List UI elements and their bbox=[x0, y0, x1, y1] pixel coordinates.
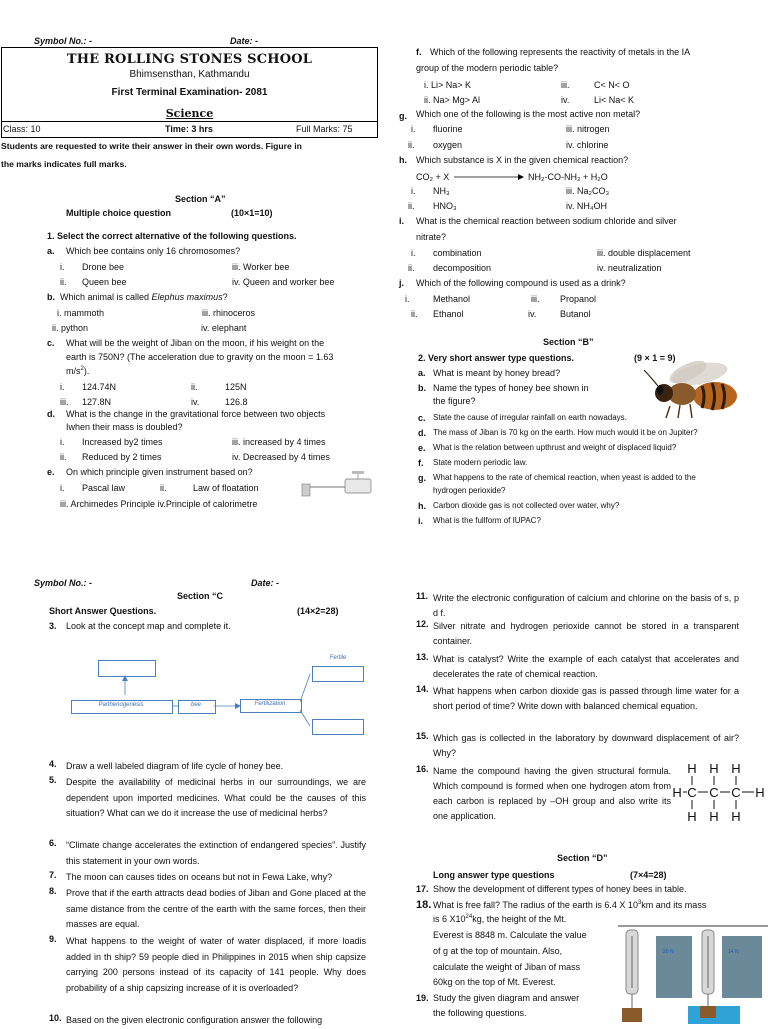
question-text: is 6 $X10^{24}kg$, the height of the Mt. bbox=[433, 914, 567, 924]
question-text: Draw a well labeled diagram of life cycle of honey bee. bbox=[66, 761, 284, 771]
option: ii. Na> Mg> Al bbox=[424, 95, 481, 105]
question-text: What is meant by honey bread? bbox=[433, 368, 561, 378]
reaction-reactants: CO₂ + X bbox=[416, 172, 450, 182]
question-label: b. bbox=[47, 292, 55, 302]
question-num: 4. bbox=[49, 759, 57, 769]
instruction-line: the marks indicates full marks. bbox=[1, 159, 127, 169]
option-num: i. bbox=[411, 186, 416, 196]
question-text: What happens when carbon dioxide gas is passed through lime water for a short period of time? Write down with balanced chemical equation. bbox=[433, 686, 739, 711]
subject-name: Science bbox=[165, 107, 214, 120]
question-text: hydrogen perioxide? bbox=[433, 486, 506, 495]
option: Increased by2 times bbox=[82, 437, 163, 447]
atom-h: H bbox=[687, 809, 697, 824]
option: combination bbox=[433, 248, 482, 258]
question-label: d. bbox=[47, 409, 55, 419]
question-label: f. bbox=[416, 47, 422, 57]
question-text: the following questions. bbox=[433, 1008, 527, 1018]
option: iii. increased by 4 times bbox=[232, 437, 326, 447]
question-label: c. bbox=[47, 338, 55, 348]
option: Butanol bbox=[560, 309, 591, 319]
section-d-marks: (7×4=28) bbox=[630, 870, 667, 880]
instruction-line: Students are requested to write their answer in their own words. Figure in bbox=[1, 141, 302, 151]
question-label: h. bbox=[399, 155, 407, 165]
option-num: i. bbox=[405, 294, 410, 304]
atom-c: C bbox=[687, 785, 697, 800]
option-num: i. bbox=[60, 262, 65, 272]
question-num: 11. bbox=[416, 591, 429, 601]
question-label: g. bbox=[399, 111, 407, 121]
section-d-title: Section “D” bbox=[557, 853, 608, 863]
balance-instrument-figure bbox=[300, 470, 380, 500]
option-num: ii. bbox=[60, 452, 67, 462]
symbol-no-label: Symbol No.: - bbox=[34, 578, 92, 588]
question-label: h. bbox=[418, 501, 426, 511]
reaction-arrow-icon bbox=[454, 173, 524, 181]
option: iii. rhinoceros bbox=[202, 308, 256, 318]
option-num: ii. bbox=[408, 263, 415, 273]
class-label: Class: 10 bbox=[3, 124, 41, 134]
section-b-marks: (9 × 1 = 9) bbox=[634, 353, 676, 363]
question-text: Which animal is called Elephus maximus? bbox=[60, 292, 228, 302]
question-text: The mass of Jiban is 70 kg on the earth. How much would it be on Jupiter? bbox=[433, 428, 698, 437]
time-label: Time: 3 hrs bbox=[165, 124, 213, 134]
question-label: e. bbox=[47, 467, 55, 477]
option: Queen bee bbox=[82, 277, 127, 287]
option-num: iv. bbox=[561, 95, 570, 105]
atom-h: H bbox=[755, 785, 765, 800]
section-a-marks: (10×1=10) bbox=[231, 208, 273, 218]
question-text: Iwhen their mass is doubled? bbox=[66, 422, 183, 432]
concept-map-label: bee bbox=[190, 702, 201, 708]
question-text: Based on the given electronic configuration answer the following bbox=[66, 1015, 323, 1025]
option: iii. nitrogen bbox=[566, 124, 610, 134]
option: iii. Worker bee bbox=[232, 262, 290, 272]
question-label: i. bbox=[399, 216, 405, 226]
q1-instruction: 1. Select the correct alternative of the following questions. bbox=[47, 231, 297, 241]
question-label: f. bbox=[418, 458, 424, 468]
option: Law of floatation bbox=[193, 483, 259, 493]
date-label: Date: - bbox=[251, 578, 280, 588]
question-text: Prove that if the earth attracts dead bodies of Jiban and Gone placed at the same distance from the centre of the earth with the same forces, then their masses are equal. bbox=[66, 888, 366, 930]
atom-h: H bbox=[672, 785, 682, 800]
option-num: ii. bbox=[191, 382, 198, 392]
question-text: State the cause of irregular rainfall on earth nowadays. bbox=[433, 413, 627, 422]
exam-name: First Terminal Examination- 2081 bbox=[111, 87, 268, 98]
option: iii. Archimedes Principle iv.Principle of calorimetre bbox=[60, 499, 258, 509]
atom-c: C bbox=[709, 785, 719, 800]
question-text: Which one of the following is the most active non metal? bbox=[416, 109, 641, 119]
option-num: iv. bbox=[191, 397, 200, 407]
atom-h: H bbox=[731, 809, 741, 824]
question-label: c. bbox=[418, 413, 426, 423]
question-num: 3. bbox=[49, 621, 57, 631]
question-label: j. bbox=[399, 278, 405, 288]
symbol-no-label: Symbol No.: - bbox=[34, 36, 92, 46]
question-num: 5. bbox=[49, 775, 57, 785]
atom-h: H bbox=[687, 761, 697, 776]
option: fluorine bbox=[433, 124, 463, 134]
option: Reduced by 2 times bbox=[82, 452, 162, 462]
section-c-title: Section “C bbox=[177, 591, 224, 601]
question-text: of g at the top of mountain. Also, bbox=[433, 946, 563, 956]
option: Li< Na< K bbox=[594, 95, 635, 105]
question-text: State modern periodic law. bbox=[433, 458, 528, 467]
question-text: Silver nitrate and hydrogen perioxide cannot be stored in a transparent container. bbox=[433, 621, 739, 646]
question-text: the figure? bbox=[433, 396, 476, 406]
question-text: Which gas is collected in the laboratory by downward displacement of air? Why? bbox=[433, 733, 739, 758]
question-label: d. bbox=[418, 428, 426, 438]
question-num: 15. bbox=[416, 731, 429, 741]
option-num: ii. bbox=[411, 309, 418, 319]
option: 125N bbox=[225, 382, 247, 392]
option: C< N< O bbox=[594, 80, 630, 90]
option: iv. NH₄OH bbox=[566, 201, 608, 211]
option: Pascal law bbox=[82, 483, 126, 493]
question-num: 14. bbox=[416, 684, 429, 694]
question-label: b. bbox=[418, 383, 426, 393]
section-c-heading: Short Answer Questions. bbox=[49, 606, 157, 616]
question-num: 13. bbox=[416, 652, 429, 662]
question-text: Which of the following compound is used as a drink? bbox=[416, 278, 626, 288]
figure-label-20n: 20 N bbox=[663, 949, 674, 955]
question-label: i. bbox=[418, 516, 424, 526]
atom-h: H bbox=[709, 809, 719, 824]
question-text: Everest is 8848 m. Calculate the value bbox=[433, 930, 587, 940]
atom-c: C bbox=[731, 785, 741, 800]
question-text: Carbon dioxide gas is not collected over water, why? bbox=[433, 501, 620, 510]
section-a-title: Section “A” bbox=[175, 194, 226, 204]
concept-map-label: Fertilization bbox=[254, 701, 286, 707]
question-label: a. bbox=[418, 368, 426, 378]
atom-h: H bbox=[731, 761, 741, 776]
concept-map-fertile: Fertile bbox=[329, 655, 347, 661]
question-text: Write the electronic configuration of calcium and chlorine on the basis of s, p d f. bbox=[433, 593, 739, 618]
question-text: What happens to the rate of chemical reaction, when yeast is added to the bbox=[433, 473, 696, 482]
option: iv. elephant bbox=[201, 323, 247, 333]
option-num: ii. bbox=[408, 140, 415, 150]
reaction-products: NH₂-CO-NH₂ + H₂O bbox=[528, 172, 608, 182]
section-d-heading: Long answer type questions bbox=[433, 870, 555, 880]
question-text: On which principle given instrument based on? bbox=[66, 467, 253, 477]
concept-map-blank-box[interactable] bbox=[312, 719, 364, 735]
option: HNO₃ bbox=[433, 201, 457, 211]
question-label: g. bbox=[418, 473, 426, 483]
question-text: Name the types of honey bee shown in bbox=[433, 383, 589, 393]
question-text: The moon can causes tides on oceans but not in Fewa Lake, why? bbox=[66, 872, 333, 882]
section-b-title: Section “B” bbox=[543, 337, 594, 347]
honey-bee-image bbox=[640, 360, 745, 422]
question-num: 6. bbox=[49, 838, 57, 848]
option-num: iii. bbox=[60, 397, 69, 407]
question-text: What is the chemical reaction between sodium chloride and silver bbox=[416, 216, 677, 226]
question-label: a. bbox=[47, 246, 55, 256]
question-text: What happens to the weight of water of water displaced, if more loadis added in th ship? 59 people died in Philippines in 2015 when ship capsize carrying 200 persons instead of its capacity of 141 people. Why does probability of a ship capsizing increase of it is overloaded? bbox=[66, 936, 366, 993]
option-num: iii. bbox=[561, 80, 570, 90]
question-text: Despite the availability of medicinal herbs in our surroundings, we are dependent upon imported medicines. What could be the causes of this situation? What can we do it increase the use of medicinal herbs? bbox=[66, 777, 366, 819]
propane-structural-formula bbox=[672, 760, 768, 824]
section-a-subtitle: Multiple choice question bbox=[66, 208, 172, 218]
option: i. mammoth bbox=[57, 308, 105, 318]
question-text: What is the relation between upthrust and weight of displaced liquid? bbox=[433, 443, 677, 452]
question-text: $m/s^2$). bbox=[66, 366, 90, 376]
spring-balance-figure bbox=[618, 922, 768, 1024]
question-text: What is catalyst? Write the example of each catalyst that accelerates and decelerates the rate of chemical reaction. bbox=[433, 654, 739, 679]
option: oxygen bbox=[433, 140, 463, 150]
question-num: 12. bbox=[416, 619, 429, 629]
question-text: What is the fullform of IUPAC? bbox=[433, 516, 541, 525]
question-text: nitrate? bbox=[416, 232, 447, 242]
option-num: i. bbox=[411, 124, 416, 134]
option-num: i. bbox=[60, 382, 65, 392]
question-text: What is free fall? The radius of the earth is 6.4 X $10^3km$ and its mass bbox=[433, 900, 707, 910]
question-label: e. bbox=[418, 443, 426, 453]
concept-map-blank-box[interactable] bbox=[312, 666, 364, 682]
section-b-heading: 2. Very short answer type questions. bbox=[418, 353, 575, 363]
question-text: Study the given diagram and answer bbox=[433, 993, 580, 1003]
question-text: calculate the weight of Jiban of mass bbox=[433, 962, 581, 972]
question-num: 8. bbox=[49, 886, 57, 896]
option-num: iii. bbox=[531, 294, 540, 304]
question-text: group of the modern periodic table? bbox=[416, 63, 559, 73]
option: iii. Na₂CO₃ bbox=[566, 186, 610, 196]
option: Methanol bbox=[433, 294, 471, 304]
atom-h: H bbox=[709, 761, 719, 776]
option: ii. python bbox=[52, 323, 89, 333]
option: Ethanol bbox=[433, 309, 464, 319]
option: iv. neutralization bbox=[597, 263, 662, 273]
question-num: 9. bbox=[49, 934, 57, 944]
option: Propanol bbox=[560, 294, 597, 304]
question-text: Show the development of different types of honey bees in table. bbox=[433, 884, 687, 894]
option: 127.8N bbox=[82, 397, 112, 407]
header-divider bbox=[1, 121, 378, 122]
question-num: 17. bbox=[416, 884, 429, 894]
option: iii. double displacement bbox=[597, 248, 691, 258]
option: iv. Decreased by 4 times bbox=[232, 452, 330, 462]
option-num: ii. bbox=[60, 277, 67, 287]
concept-map-blank-box[interactable] bbox=[98, 660, 156, 677]
question-num: 10. bbox=[49, 1013, 62, 1023]
school-name: THE ROLLING STONES SCHOOL bbox=[66, 52, 313, 67]
question-text: 60kg on the top of Mt. Everest. bbox=[433, 977, 556, 987]
option-num: i. bbox=[411, 248, 416, 258]
option-num: iv. bbox=[528, 309, 537, 319]
option: 126.8 bbox=[225, 397, 248, 407]
option: i. Li> Na> K bbox=[424, 80, 472, 90]
question-text: Which substance is X in the given chemical reaction? bbox=[416, 155, 629, 165]
question-text: “Climate change accelerates the extinction of endangered species”. Justify this statement in your own words. bbox=[66, 840, 366, 866]
option: iv. chlorine bbox=[566, 140, 609, 150]
option: iv. Queen and worker bee bbox=[232, 277, 335, 287]
option-num: ii. bbox=[160, 483, 167, 493]
question-text: Which bee contains only 16 chromosomes? bbox=[66, 246, 241, 256]
question-text: What is the change in the gravitational force between two objects bbox=[66, 409, 326, 419]
question-text: Name the compound having the given structural formula. Which compound is formed when one hydrogen atom from each carbon is replaced by –OH group and also write its one application. bbox=[433, 766, 671, 821]
option-num: i. bbox=[60, 483, 65, 493]
question-num: 18. bbox=[416, 899, 432, 911]
question-num: 7. bbox=[49, 870, 57, 880]
question-num: 19. bbox=[416, 993, 429, 1003]
question-text: Look at the concept map and complete it. bbox=[66, 621, 231, 631]
date-label: Date: - bbox=[230, 36, 259, 46]
full-marks-label: Full Marks: 75 bbox=[296, 124, 353, 134]
school-location: Bhimsensthan, Kathmandu bbox=[129, 69, 250, 80]
question-text: What will be the weight of Jiban on the moon, if his weight on the bbox=[66, 338, 325, 348]
question-text: earth is 750N? (The acceleration due to gravity on the moon = 1.63 bbox=[66, 352, 334, 362]
option-num: i. bbox=[60, 437, 65, 447]
question-text: Which of the following represents the reactivity of metals in the IA bbox=[430, 47, 691, 57]
question-num: 16. bbox=[416, 764, 429, 774]
option: 124.74N bbox=[82, 382, 117, 392]
option: NH₃ bbox=[433, 186, 450, 196]
option-num: ii. bbox=[408, 201, 415, 211]
section-c-marks: (14×2=28) bbox=[297, 606, 339, 616]
option: decomposition bbox=[433, 263, 492, 273]
figure-label-14n: 14 N bbox=[728, 949, 739, 955]
concept-map-label: Parthenogenesis bbox=[98, 702, 144, 708]
option: Drone bee bbox=[82, 262, 125, 272]
